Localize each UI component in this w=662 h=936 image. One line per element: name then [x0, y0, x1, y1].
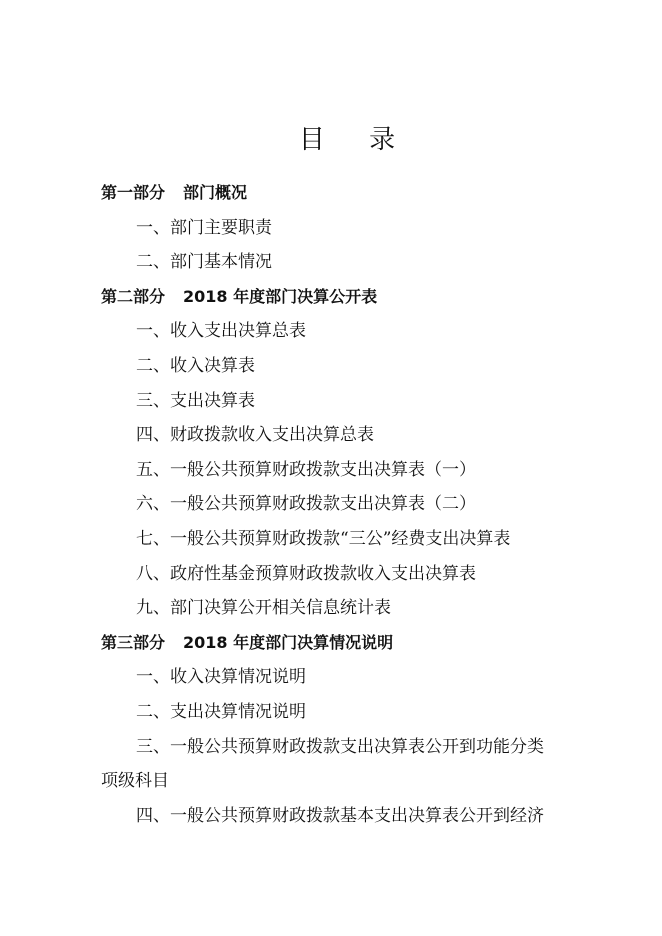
toc-item: 一、收入支出决算总表 — [136, 321, 306, 342]
part-name: 部门概况 — [183, 183, 248, 202]
toc-part-heading — [101, 626, 571, 661]
toc-item: 九、部门决算公开相关信息统计表 — [136, 598, 391, 619]
toc-item: 四、财政拨款收入支出决算总表 — [136, 425, 374, 446]
toc-item: 五、一般公共预算财政拨款支出决算表（一） — [136, 459, 476, 480]
part-number: 第二部分 — [101, 286, 166, 306]
toc-item: 六、一般公共预算财政拨款支出决算表（二） — [136, 494, 476, 515]
toc-item: 八、政府性基金预算财政拨款收入支出决算表 — [136, 563, 476, 584]
part-name: 2018 年度部门决算公开表 — [183, 286, 378, 306]
toc-item: 三、支出决算表 — [136, 390, 255, 411]
toc-item: 四、一般公共预算财政拨款基本支出决算表公开到经济 — [136, 805, 544, 826]
part-number: 第一部分 — [101, 183, 166, 202]
part-name: 2018 年度部门决算情况说明 — [183, 632, 394, 652]
toc-item-continuation: 项级科目 — [101, 771, 169, 792]
toc-item: 一、收入决算情况说明 — [136, 667, 306, 688]
toc-item: 二、支出决算情况说明 — [136, 701, 306, 722]
toc-part-heading — [101, 280, 571, 315]
toc-part-heading — [101, 176, 571, 211]
part-number: 第三部分 — [101, 632, 166, 652]
page-title: 目 录 — [298, 125, 414, 155]
toc-item: 二、收入决算表 — [136, 355, 255, 376]
toc-item: 三、一般公共预算财政拨款支出决算表公开到功能分类 — [136, 736, 544, 757]
toc-item: 七、一般公共预算财政拨款“三公”经费支出决算表 — [136, 528, 511, 549]
toc-item: 一、部门主要职责 — [136, 217, 272, 238]
toc-item: 二、部门基本情况 — [136, 252, 272, 273]
table-of-contents — [101, 176, 571, 833]
